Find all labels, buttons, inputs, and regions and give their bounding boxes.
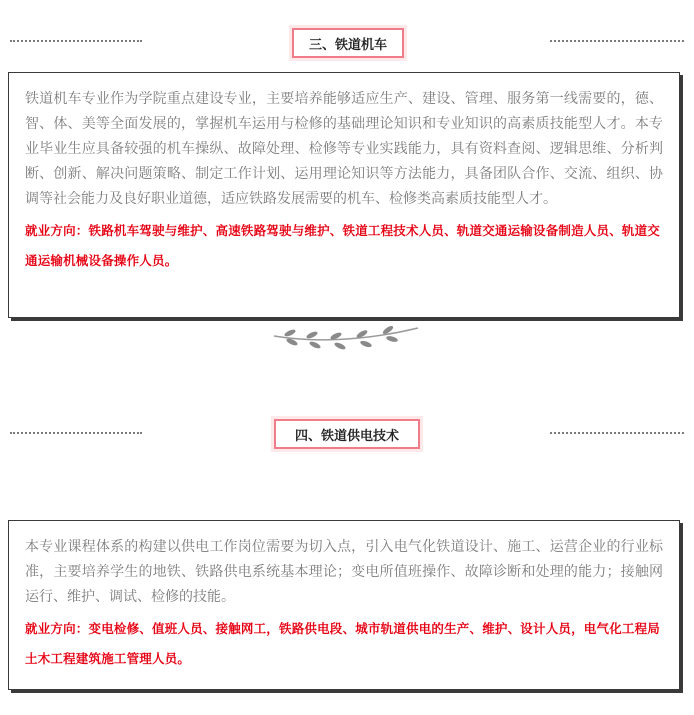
divider-left-3 [10,40,142,42]
vine-ornament-icon [270,322,422,352]
divider-left-4 [10,432,142,434]
content-panel-railway-locomotive [8,72,680,318]
section-description: 铁道机车专业作为学院重点建设专业，主要培养能够适应生产、建设、管理、服务第一线需要的，德、智、体、美等全面发展的，掌握机车运用与检修的基础理论知识和专业知识的高素质技能型人才。本专业毕业生应具备较强的机车操纵、故障处理、检修等专业实践能力，具有资料查阅、逻辑思维、分析判断、创新、解决问题策略、制定工作计划、运用理论知识等方法能力，具备团队合作、交流、组织、协调等社会能力及良好职业道德，适应铁路发展需要的机车、检修类高素质技能型人才。 [25,91,663,207]
section-title-railway-power-supply: 四、铁道供电技术 [274,419,420,449]
career-direction: 就业方向：变电检修、值班人员、接触网工，铁路供电段、城市轨道供电的生产、维护、设计人员，电气化工程局土木工程建筑施工管理人员。 [25,621,661,666]
content-panel-railway-power-supply [8,520,680,690]
divider-right-3 [550,40,684,42]
section-title-railway-locomotive: 三、铁道机车 [292,28,404,58]
career-direction: 就业方向：铁路机车驾驶与维护、高速铁路驾驶与维护、铁道工程技术人员、轨道交通运输设备制造人员、轨道交通运输机械设备操作人员。 [25,223,661,268]
section-description: 本专业课程体系的构建以供电工作岗位需要为切入点，引入电气化铁道设计、施工、运营企业的行业标准，主要培养学生的地铁、铁路供电系统基本理论；变电所值班操作、故障诊断和处理的能力；接触网运行、维护、调试、检修的技能。 [25,539,663,605]
divider-right-4 [550,432,684,434]
